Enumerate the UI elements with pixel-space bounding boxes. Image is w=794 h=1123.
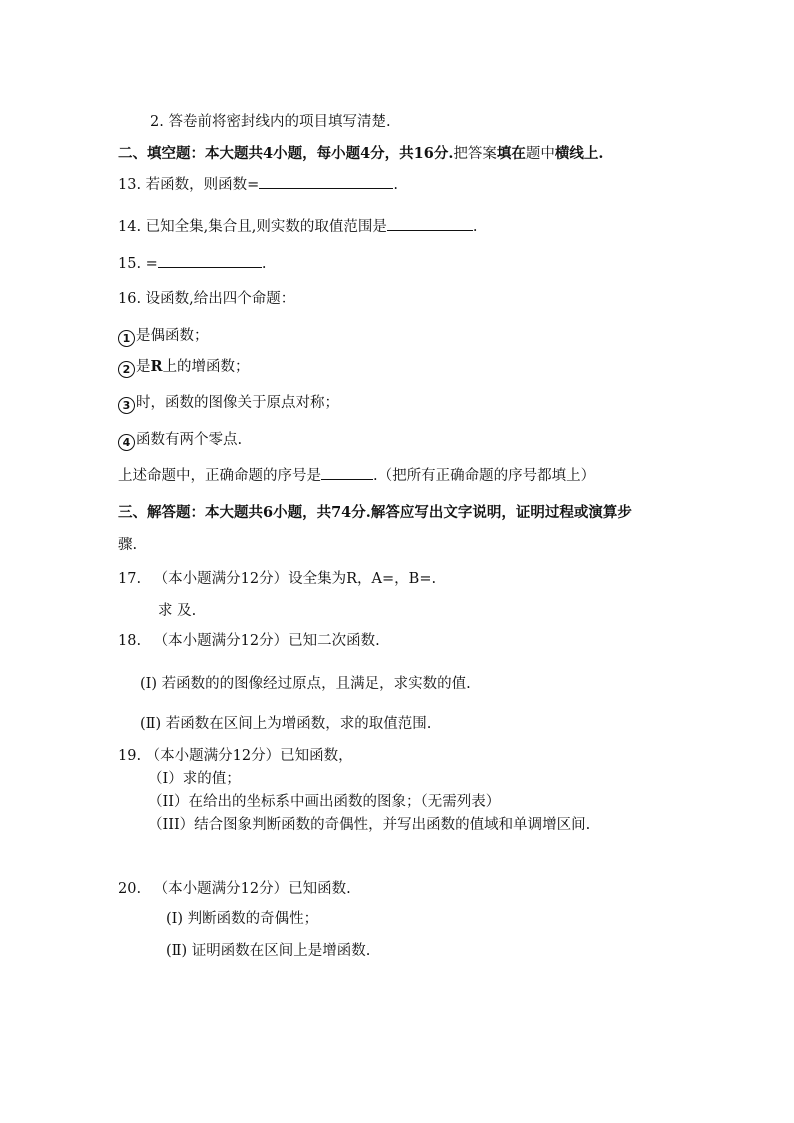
q19-part-1: （I）求的值；: [148, 771, 241, 787]
q15-text: =: [145, 256, 158, 272]
question-18: [118, 631, 380, 651]
q15-answer-blank[interactable]: [158, 253, 262, 268]
section-2-heading: [118, 144, 603, 164]
q16-proposition-1: [118, 326, 209, 347]
q18-part-1: (Ⅰ) 若函数的的图像经过原点，且满足，求实数的值.: [140, 676, 471, 692]
section-3-title: 三、解答题：: [118, 504, 205, 521]
section-3-desc-cont: 骤.: [118, 537, 138, 553]
q16-proposition-3-text: 时，函数的图像关于原点对称；: [136, 395, 339, 411]
q19-text: （本小题满分12分）已知函数，: [145, 748, 353, 764]
q16-proposition-2-pre: 是: [136, 359, 151, 375]
q18-text: （本小题满分12分）已知二次函数.: [153, 633, 380, 649]
q16-proposition-1-text: 是偶函数；: [136, 328, 209, 344]
note-2: 2. 答卷前将密封线内的项目填写清楚.: [150, 114, 391, 130]
q17-sub: 求 及.: [158, 603, 197, 619]
question-16: [118, 289, 295, 309]
q16-proposition-4: [118, 430, 242, 451]
q14-text: 已知全集,集合且,则实数的取值范围是: [145, 219, 387, 235]
q16-conclusion: [118, 465, 595, 486]
q18-number: 18.: [118, 633, 142, 649]
circled-number-4-icon: 4: [118, 434, 135, 451]
q16-answer-blank[interactable]: [321, 465, 373, 480]
q13-text: 若函数，则函数=: [145, 177, 260, 193]
q16-proposition-4-text: 函数有两个零点.: [136, 432, 243, 448]
section-3-desc: 本大题共6小题，共74分.解答应写出文字说明，证明过程或演算步: [205, 504, 632, 521]
q19-part-2: （II）在给出的坐标系中画出函数的图象；（无需列表）: [148, 794, 501, 810]
q18-part-2: (Ⅱ) 若函数在区间上为增函数，求的取值范围.: [140, 716, 432, 732]
q16-proposition-2-set: R: [150, 358, 163, 375]
q14-number: 14.: [118, 219, 142, 235]
q15-number: 15.: [118, 256, 142, 272]
question-19: [118, 746, 353, 766]
q13-end: .: [393, 177, 398, 193]
q17-text: （本小题满分12分）设全集为R，A=，B=.: [153, 571, 437, 587]
circled-number-2-icon: 2: [118, 361, 135, 378]
q13-number: 13.: [118, 177, 142, 193]
question-13: [118, 174, 398, 195]
q20-part-1: (Ⅰ) 判断函数的奇偶性；: [166, 911, 319, 927]
q16-proposition-3: [118, 393, 339, 414]
q16-proposition-2-post: 上的增函数；: [162, 359, 250, 375]
q20-text: （本小题满分12分）已知函数.: [153, 881, 351, 897]
section-2-rest-a: 把答案: [453, 146, 497, 162]
section-2-title: 二、填空题：: [118, 145, 205, 162]
q16-conclusion-end: .（把所有正确命题的序号都填上）: [373, 468, 596, 484]
circled-number-1-icon: 1: [118, 330, 135, 347]
q16-proposition-2: [118, 357, 250, 378]
q20-number: 20.: [118, 881, 142, 897]
question-15: [118, 253, 266, 274]
q19-number: 19.: [118, 748, 142, 764]
q14-end: .: [472, 219, 478, 235]
q20-part-2: (Ⅱ) 证明函数在区间上是增函数.: [166, 943, 371, 959]
question-20: [118, 879, 351, 899]
q16-text: 设函数,给出四个命题：: [145, 291, 296, 307]
q15-end: .: [261, 256, 267, 272]
question-14: [118, 216, 478, 237]
section-2-rest-c: 题中: [525, 146, 555, 162]
q14-answer-blank[interactable]: [387, 216, 473, 231]
circled-number-3-icon: 3: [118, 397, 135, 414]
section-3-heading: [118, 503, 632, 523]
q13-answer-blank[interactable]: [259, 174, 393, 189]
question-17: [118, 569, 436, 589]
q19-part-3: （III）结合图象判断函数的奇偶性，并写出函数的值域和单调增区间.: [148, 817, 591, 833]
section-2-rest-d: 横线上.: [554, 145, 604, 162]
section-2-desc: 本大题共4小题，每小题4分，共16分.: [205, 145, 454, 162]
q17-number: 17.: [118, 571, 142, 587]
q16-number: 16.: [118, 291, 142, 307]
q16-conclusion-text: 上述命题中，正确命题的序号是: [118, 468, 321, 484]
section-2-rest-b: 填在: [496, 145, 526, 162]
